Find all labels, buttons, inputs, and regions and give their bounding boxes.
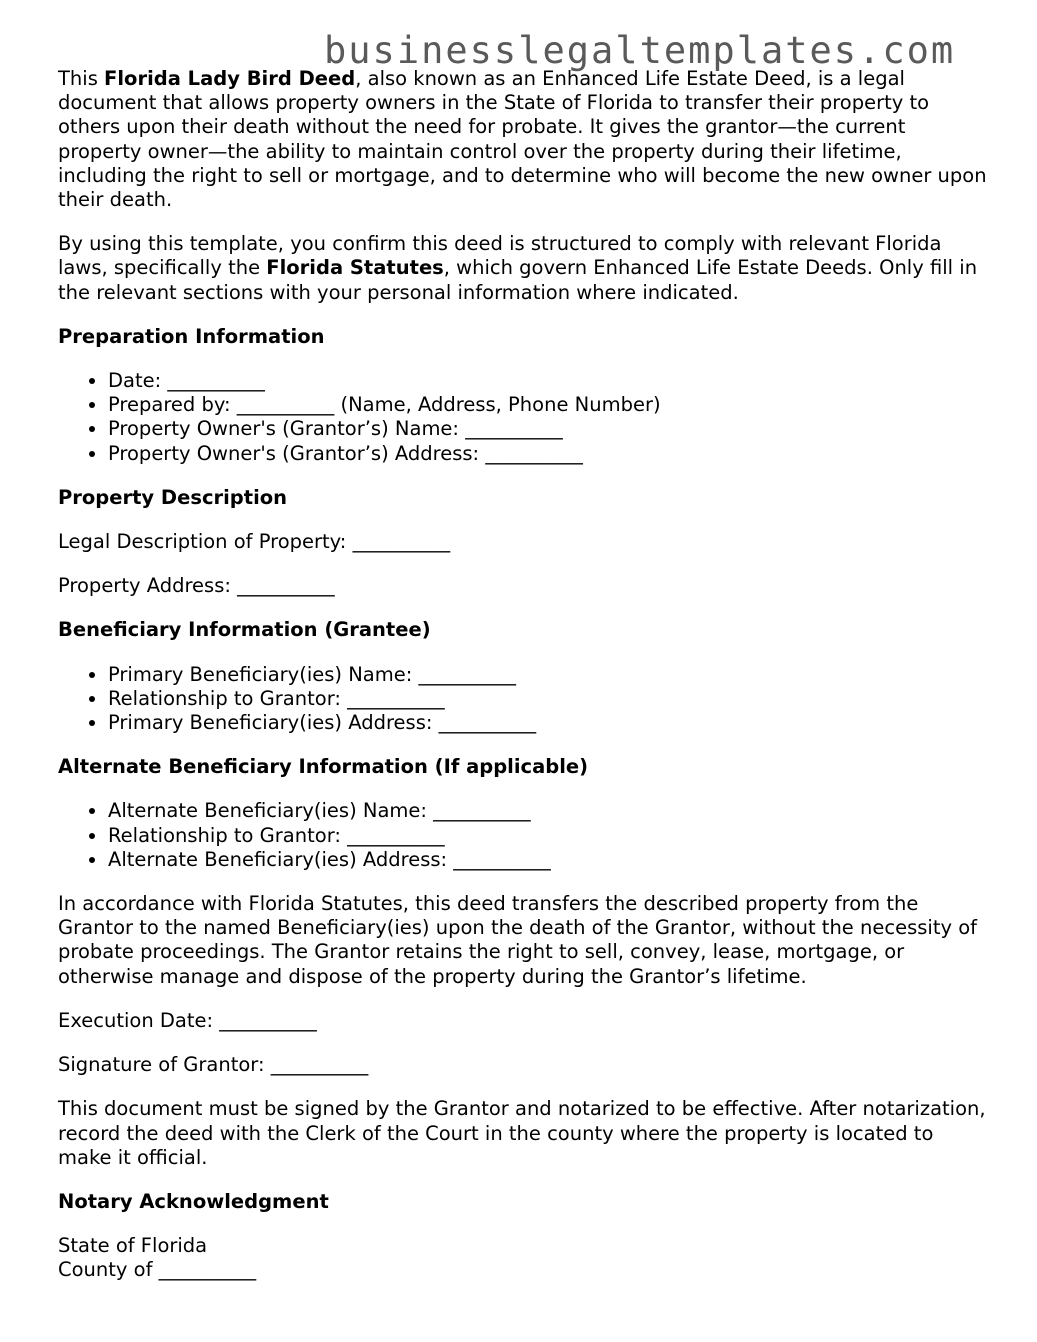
- list-item: • Relationship to Grantor: __________: [108, 824, 988, 848]
- list-item: • Property Owner's (Grantor’s) Address: __________: [108, 442, 988, 466]
- signature-field: Signature of Grantor: __________: [58, 1053, 369, 1077]
- execution-date-field: Execution Date: __________: [58, 1008, 317, 1032]
- preparation-list: [58, 369, 988, 466]
- deed-title: Florida Lady Bird Deed: [104, 67, 356, 90]
- template-paragraph: By using this template, you confirm this deed is structured to comply with relevant Florida laws, specifically the Florida Statutes, which govern Enhanced Life Estate Deeds. Only fill in the relevant sections with your personal information where indicated.: [58, 232, 978, 304]
- notary-county-field: County of __________: [58, 1258, 257, 1282]
- notarize-paragraph: This document must be signed by the Grantor and notarized to be effective. After notarization, record the deed with the Clerk of the Court in the county where the property is located to make it official.: [58, 1097, 986, 1169]
- list-item: • Alternate Beneficiary(ies) Name: __________: [108, 799, 988, 823]
- watermark: businesslegaltemplates.com: [324, 29, 956, 72]
- beneficiary-heading: Beneficiary Information (Grantee): [58, 618, 431, 642]
- alternate-list: [58, 799, 988, 872]
- transfer-paragraph: In accordance with Florida Statutes, this deed transfers the described property from the Grantor to the named Beneficiary(ies) upon the death of the Grantor, without the necessity of probate proceedings. The Grantor retains the right to sell, convey, lease, mortgage, or otherwise manage and dispose of the property during the Grantor’s lifetime.: [58, 892, 977, 988]
- list-item: • Primary Beneficiary(ies) Address: __________: [108, 711, 988, 735]
- property-address-field: Property Address: __________: [58, 574, 335, 598]
- document-body: [58, 67, 988, 1303]
- list-item: • Prepared by: __________ (Name, Address, Phone Number): [108, 393, 988, 417]
- preparation-heading: Preparation Information: [58, 324, 325, 348]
- notary-state: State of Florida: [58, 1234, 208, 1258]
- alternate-heading: Alternate Beneficiary Information (If applicable): [58, 755, 589, 779]
- list-item: • Primary Beneficiary(ies) Name: __________: [108, 663, 988, 687]
- legal-description-field: Legal Description of Property: __________: [58, 530, 451, 554]
- list-item: • Relationship to Grantor: __________: [108, 687, 988, 711]
- property-heading: Property Description: [58, 485, 288, 509]
- list-item: • Date: __________: [108, 369, 988, 393]
- intro-paragraph: This Florida Lady Bird Deed, also known as an Enhanced Life Estate Deed, is a legal document that allows property owners in the State of Florida to transfer their property to others upon their death without the need for probate. It gives the grantor—the current property owner—the ability to maintain control over the property during their lifetime, including the right to sell or mortgage, and to determine who will become the new owner upon their death.: [58, 67, 987, 212]
- statutes-ref: Florida Statutes: [266, 256, 444, 280]
- notary-heading: Notary Acknowledgment: [58, 1189, 329, 1213]
- beneficiary-list: [58, 663, 988, 736]
- list-item: • Property Owner's (Grantor’s) Name: __________: [108, 417, 988, 441]
- list-item: • Alternate Beneficiary(ies) Address: __________: [108, 848, 988, 872]
